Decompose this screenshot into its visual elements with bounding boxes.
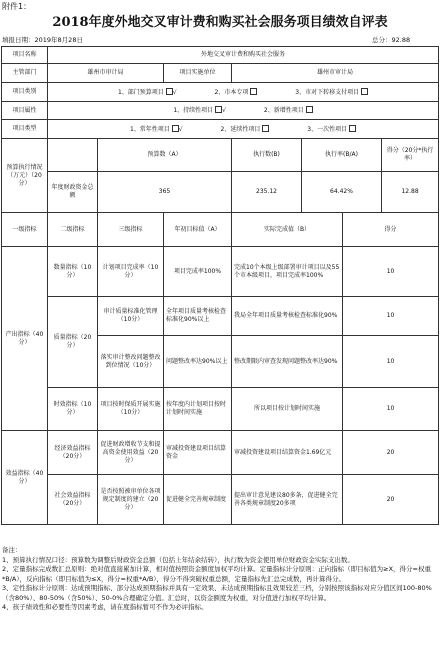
output-label: 产出指标（40分） (2, 247, 48, 431)
type-option-2: 2、延续性项目 (221, 125, 270, 134)
notes-section (2, 546, 438, 613)
funds-h-score: 得分（20分*执行率） (382, 139, 439, 172)
note-item: 1、预算执行情况口径：预算数为调整后财政资金总额（包括上年结余结转），执行数为资金使用单位财政资金实际支出数。 (2, 555, 354, 564)
funds-exec: 235.12 (232, 172, 302, 213)
row-category (2, 83, 439, 102)
row-attribute (2, 102, 439, 120)
attribute-label: 项目属性 (2, 102, 48, 120)
output-score: 10 (343, 388, 439, 431)
effect-target: 审减投资建设项目结算资金 (164, 431, 232, 475)
ih-actual: 实际完成值（B） (232, 213, 343, 247)
impl-value: 雄州市审计局 (232, 64, 439, 83)
checkbox-icon (306, 106, 313, 113)
output-score: 10 (343, 247, 439, 297)
impl-label: 项目实施单位 (164, 64, 232, 83)
checkbox-icon (172, 125, 179, 132)
checkbox-icon (250, 88, 257, 95)
row-indicator-header (2, 213, 439, 247)
category-options (48, 83, 439, 102)
fill-date: 填报日期：2019年8月28日 (2, 36, 83, 44)
attribute-options (48, 102, 439, 120)
effect-actual: 提出审计意见建议80多条，促进健全完善各类规章制度20多项 (232, 475, 343, 525)
type-options (48, 120, 439, 139)
effect-actual: 审减投资建设项目结算资金1.69亿元 (232, 431, 343, 475)
dept-value: 雄州市审计局 (48, 64, 164, 83)
output-score: 10 (343, 336, 439, 388)
output-l3: 审计质量标准化管理（10分） (98, 297, 164, 336)
social-label: 社会效益指标（20分） (48, 475, 98, 525)
row-department (2, 64, 439, 83)
ih-score: 得分 (343, 213, 439, 247)
checkmark-icon: √ (178, 125, 183, 133)
funds-rate: 64.42% (302, 172, 382, 213)
table-row (2, 388, 439, 431)
form-title: 2018年度外地交叉审计费和购买社会服务项目绩效自评表 (52, 15, 388, 30)
funds-budget: 365 (98, 172, 232, 213)
checkbox-icon (262, 125, 269, 132)
output-target: 全年项目质量考核检查标准化90%以上 (164, 297, 232, 336)
output-actual: 我局全年项目质量考核检查标准化90% (232, 297, 343, 336)
output-actual: 所以项目按计划时间实施 (232, 388, 343, 431)
project-name-label: 项目名称 (2, 47, 48, 64)
attribute-option-1: 1、持续性项目 √ (173, 107, 226, 114)
effect-score: 20 (343, 431, 439, 475)
output-l3: 计划项目完成率（10分） (98, 247, 164, 297)
row-funds-values (2, 172, 439, 213)
type-option-1: 1、常年性项目 √ (129, 125, 183, 133)
funds-row-label: 预算执行情况（万元）（20分） (2, 139, 48, 213)
dept-label: 主管部门 (2, 64, 48, 83)
effect-l3: 促进财政增收节支和提高资金使用效益（20分） (98, 431, 164, 475)
evaluation-table (1, 46, 439, 525)
effect-l3: 是否按照被审单位各项规定制度的建立（20分） (98, 475, 164, 525)
attachment-label: 附件1： (2, 2, 32, 11)
note-item: 3、定性指标计分原则：达成预期指标、部分达成预期指标并具有一定效果、未达成预期指标且效果较差三档，分别按照该指标对应分值区间100-80%（含80%）、80-50%（含50%）、50-0%合理确定分值。汇总时，以资金额度为权重，对分值进行加权平均计算。 (2, 584, 432, 602)
attribute-option-2: 2、新增性项目 (264, 106, 313, 115)
total-score: 总分：92.88 (372, 36, 411, 44)
output-l3: 落实审计整改问题整改到位情况（10分） (98, 336, 164, 388)
row-project-name (2, 47, 439, 64)
checkbox-icon (349, 125, 356, 132)
funds-h-rate: 执行率(B/A) (302, 139, 382, 172)
output-target: 按年度内计划项目按时计划时间实施 (164, 388, 232, 431)
funds-h-exec: 执行数(B) (232, 139, 302, 172)
effect-target: 促进健全完善规章制度 (164, 475, 232, 525)
funds-score: 12.88 (382, 172, 439, 213)
table-row (2, 247, 439, 297)
effect-label: 效益指标（40分） (2, 431, 48, 525)
note-item: 2、定量指标完成数汇总原则：绝对值直接累加计算，相对值按照资金额度加权平均计算。定量指标计分原则：正向指标（即目标值为≥X，得分=权重*B/A），反向指标（即目标值为≤X，得分=权重*A/B），得分不得突破权重总额，定量指标先汇总完成数，再计算得分。 (2, 565, 431, 583)
table-row (2, 475, 439, 525)
output-target: 项目完成率100% (164, 247, 232, 297)
ih-level3: 三级指标 (98, 213, 164, 247)
category-option-1: 1、部门预算项目 √ (117, 88, 177, 96)
type-option-3: 3、一次性项目 (307, 125, 356, 134)
ih-level2: 二级指标 (48, 213, 98, 247)
ih-target: 年初目标值（A） (164, 213, 232, 247)
funds-blank (48, 139, 98, 172)
checkmark-icon: √ (172, 88, 177, 96)
output-actual: 完成10个本级上级部署审计项目以及55个市本级项目，项目完成率100% (232, 247, 343, 297)
checkmark-icon: √ (222, 107, 226, 114)
table-row (2, 431, 439, 475)
quality-label: 质量指标（20分） (48, 297, 98, 388)
checkbox-icon (361, 88, 368, 95)
note-item: 4、孩子绩效性和必要性等因素考虑，请在度指标暂可不作为必评指标。 (2, 603, 208, 611)
notes-title: 备注： (2, 546, 22, 554)
output-actual: 整改期限内审查发现问题整改率达90% (232, 336, 343, 388)
type-label: 项目类型 (2, 120, 48, 139)
output-score: 10 (343, 297, 439, 336)
effect-score: 20 (343, 475, 439, 525)
output-target: 问题整改率达90%以上 (164, 336, 232, 388)
category-option-3: 3、市对下转移支付项目 (295, 88, 368, 97)
ih-level1: 一级指标 (2, 213, 48, 247)
funds-item-label: 年度财政资金总额 (48, 172, 98, 213)
timeliness-label: 时效指标（10分） (48, 388, 98, 431)
row-type (2, 120, 439, 139)
quantity-label: 数量指标（10分） (48, 247, 98, 297)
category-option-2: 2、市本专项 (215, 88, 258, 97)
project-name-value: 外地交叉审计费和购买社会服务 (48, 47, 439, 64)
output-l3: 项目按时保质开展实施（10分） (98, 388, 164, 431)
table-row (2, 297, 439, 336)
checkbox-icon (166, 88, 173, 95)
econ-label: 经济效益指标（20分） (48, 431, 98, 475)
category-label: 项目类别 (2, 83, 48, 102)
row-funds-header (2, 139, 439, 172)
funds-h-budget: 预算数（A） (98, 139, 232, 172)
